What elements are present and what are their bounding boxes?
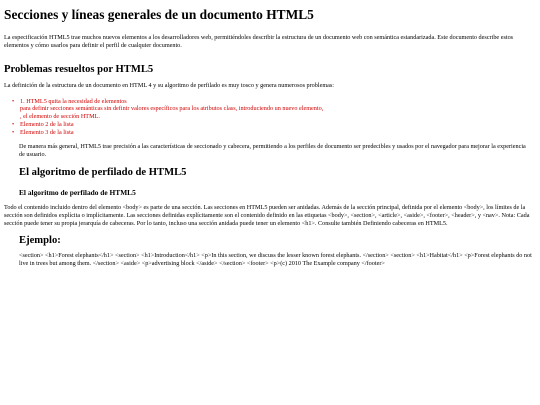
bullet-icon: •	[12, 120, 15, 128]
bullet-icon: •	[12, 97, 15, 105]
example-code-text: <section> <h1>Forest elephants</h1> <section> <h1>Introduction</h1> <p>In this section, we discuss the lesser known forest elephants. </section> <section> <h1>Habitat</h1> <p>Forest elephants do not live in trees but among them. </section> <aside> <p>advertising block </aside> </section> <footer> <p>(c) 2010 The Example company </footer>	[19, 252, 532, 268]
problems-lead-paragraph: La definición de la estructura de un documento en HTML 4 y su algoritmo de perfilado es muy tosco y genera numerosos problemas:	[4, 81, 335, 89]
algorithm-subheading: El algoritmo de perfilado de HTML5	[19, 187, 136, 197]
list-item	[12, 97, 532, 121]
problems-list	[4, 98, 532, 137]
list-item-line: , el elemento de sección HTML.	[20, 113, 100, 121]
list-item-line: Elemento 2 de la lista	[20, 120, 74, 128]
summary-paragraph: De manera más general, HTML5 trae precisión a las características de seccionado y cabecera, permitiendo a los perfiles de documento ser predecibles y usados por el navegador para mejorar la experiencia de usuario.	[19, 143, 526, 159]
list-item-line: para definir secciones semánticas sin definir valores específicos para los atributos class, introduciendo un nuevo elemento,	[20, 105, 324, 113]
example-heading: Ejemplo:	[19, 235, 61, 247]
page-title: Secciones y líneas generales de un documento HTML5	[4, 7, 314, 22]
list-item	[12, 128, 532, 137]
list-item-line: 1. HTML5 quita la necesidad de elementos	[20, 97, 127, 105]
problems-heading: Problemas resueltos por HTML5	[4, 63, 154, 75]
algorithm-body-paragraph: Todo el contenido incluido dentro del elemento <body> es parte de una sección. Las secciones en HTML5 pueden ser anidadas. Además de la sección principal, definida por el elemento <body>, los límites de la sección son definidos explícita o implícitamente. Las secciones definidas explícitamente son el contenido definido en las etiquetas <body>, <section>, <article>, <aside>, <footer>, <header>, y <nav>. Nota: Cada sección puede tener su propia jerarquía de cabeceras. Por lo tanto, incluso una sección anidada puede tener un elemento <h1>. Consulte también Definiendo cabeceras en HTML5.	[4, 204, 530, 228]
bullet-icon: •	[12, 128, 15, 136]
list-item	[12, 120, 532, 129]
list-item-line: Elemento 3 de la lista	[20, 128, 74, 136]
intro-paragraph: La especificación HTML5 trae muchos nuevos elementos a los desarrolladores web, permitiéndoles describir la estructura de un documento web con semántica estandarizada. Este documento describe estos elementos y cómo usarlos para definir el perfil de cualquier documento.	[4, 33, 514, 49]
algorithm-heading: El algoritmo de perfilado de HTML5	[19, 167, 187, 179]
outline-section	[19, 143, 532, 197]
